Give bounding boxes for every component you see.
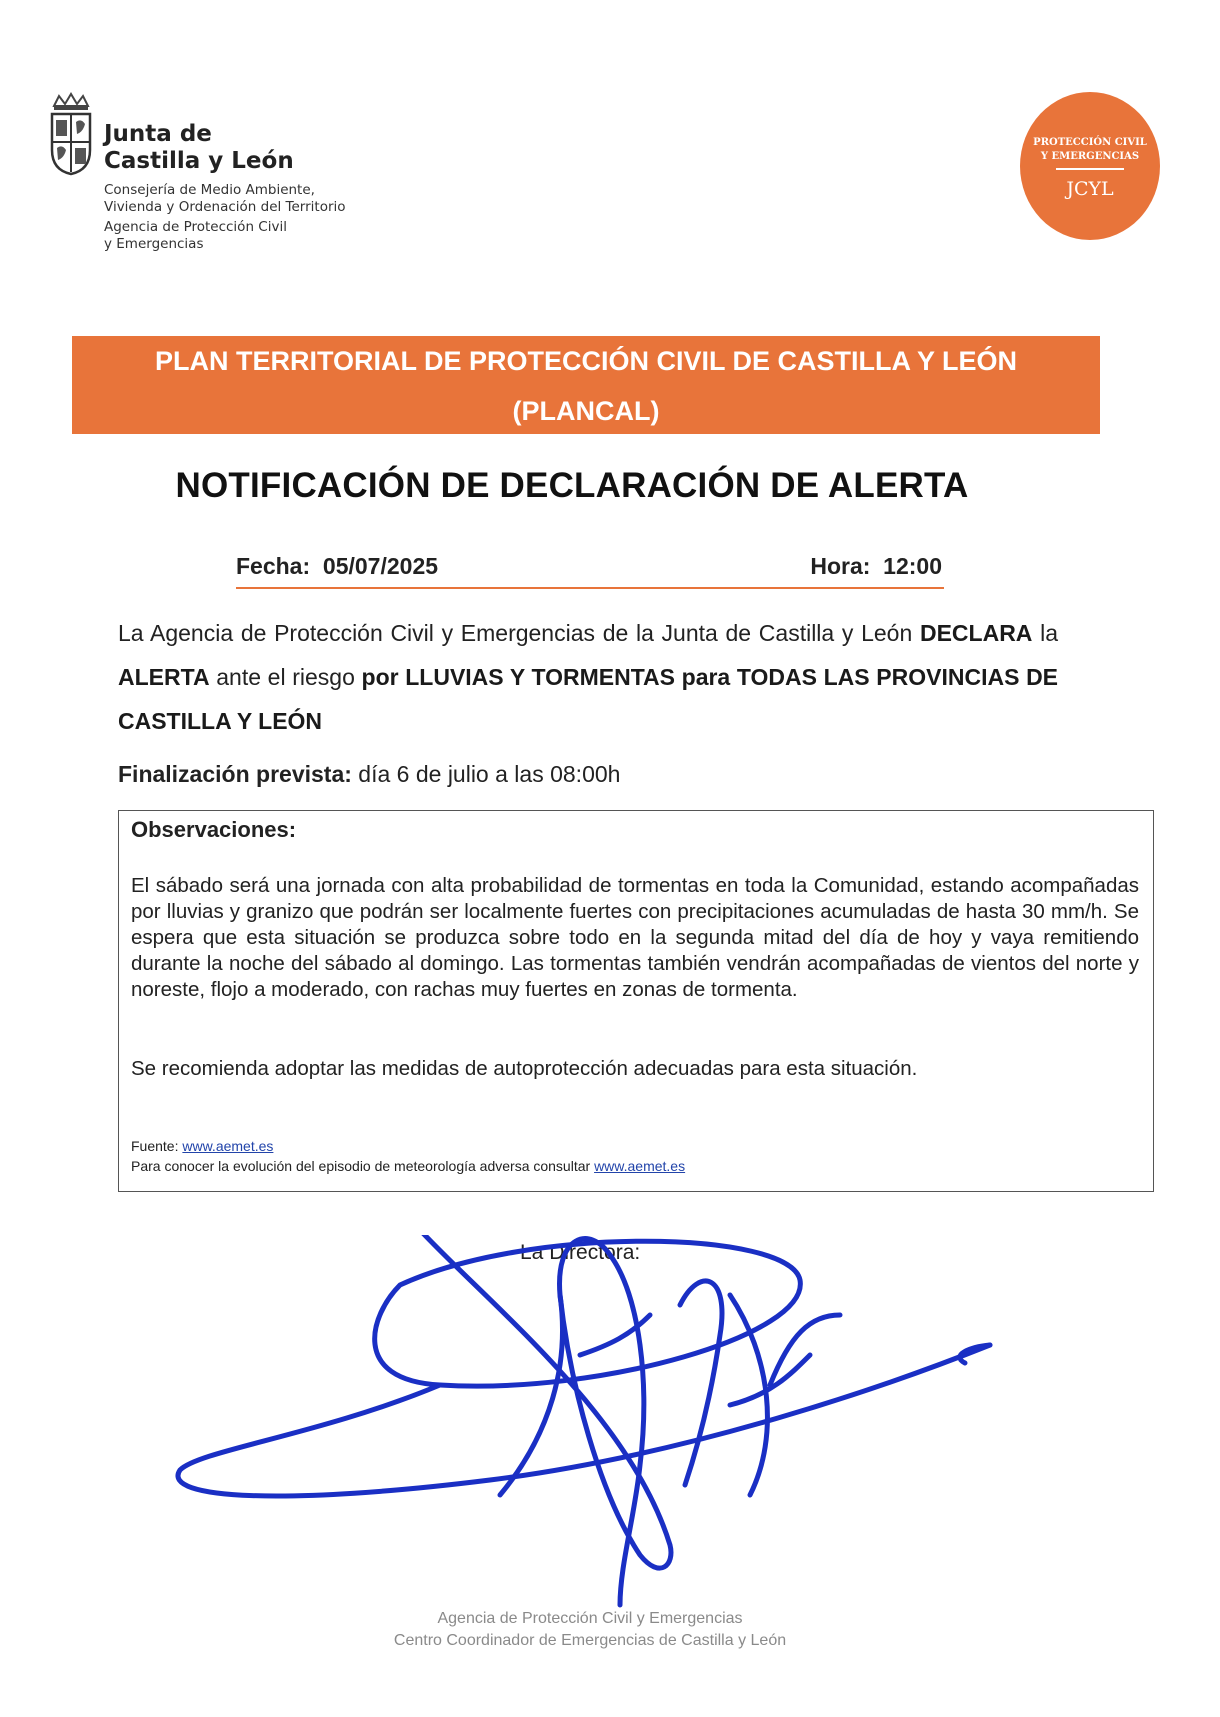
- evolution-line: [131, 1156, 685, 1176]
- footer: [300, 1608, 880, 1652]
- organization-department: [104, 182, 346, 253]
- agency-line1: Agencia de Protección Civil: [104, 219, 287, 235]
- observations-box: [118, 810, 1154, 1192]
- observations-recommendation: Se recomienda adoptar las medidas de autoprotección adecuadas para esta situación.: [131, 1057, 918, 1080]
- plan-title: PLAN TERRITORIAL DE PROTECCIÓN CIVIL DE CASTILLA Y LEÓN: [154, 346, 1018, 376]
- dept-line2: Vivienda y Ordenación del Territorio: [104, 199, 346, 215]
- source-line: [131, 1136, 685, 1156]
- org-name-line1: Junta de: [104, 121, 212, 147]
- plan-banner: [72, 336, 1100, 434]
- end-forecast-label: Finalización prevista:: [118, 761, 352, 787]
- org-name-line2: Castilla y León: [104, 148, 294, 174]
- ante-text: ante el riesgo: [216, 664, 355, 690]
- declaration-paragraph: [118, 611, 1058, 743]
- alerta-word: ALERTA: [118, 664, 210, 690]
- time-label: Hora:: [810, 553, 871, 579]
- logo-top-line2: Y EMERGENCIAS: [1040, 151, 1140, 162]
- end-forecast: [118, 761, 620, 788]
- logo-top-line1: PROTECCIÓN CIVIL: [1033, 137, 1147, 148]
- evolution-text: Para conocer la evolución del episodio de meteorología adversa consultar: [131, 1158, 591, 1174]
- agency-line2: y Emergencias: [104, 236, 204, 252]
- observations-title: Observaciones:: [131, 817, 297, 842]
- dept-line1: Consejería de Medio Ambiente,: [104, 182, 315, 198]
- coat-of-arms-icon: [46, 92, 96, 176]
- evolution-link[interactable]: www.aemet.es: [594, 1158, 686, 1174]
- declaration-intro: La Agencia de Protección Civil y Emergencias de la Junta de Castilla y León: [118, 620, 913, 646]
- date-field: [236, 553, 438, 580]
- declara-word: DECLARA: [919, 620, 1033, 646]
- date-time-line: [236, 553, 944, 589]
- footer-line1: Agencia de Protección Civil y Emergencias: [437, 1610, 743, 1627]
- logo-bottom-text: JCYL: [1066, 178, 1114, 200]
- plan-acronym: (PLANCAL): [512, 396, 660, 426]
- director-label: La Directora:: [520, 1241, 641, 1264]
- footer-line2: Centro Coordinador de Emergencias de Castilla y León: [393, 1632, 787, 1649]
- jcyl-civil-protection-logo: [1020, 92, 1160, 240]
- organization-name: [104, 121, 294, 175]
- handwritten-signature: [170, 1235, 1110, 1615]
- logo-top-text: [1020, 136, 1160, 164]
- end-forecast-value: día 6 de julio a las 08:00h: [358, 761, 621, 787]
- risk-text: por LLUVIAS Y TORMENTAS para TODAS LAS PROVINCIAS DE CASTILLA Y LEÓN: [118, 664, 1059, 734]
- time-field: [810, 553, 942, 580]
- la-word: la: [1040, 620, 1059, 646]
- observations-text: El sábado será una jornada con alta probabilidad de tormentas en toda la Comunidad, estando acompañadas por lluvias y granizo que podrán ser localmente fuertes con precipitaciones acumuladas de hasta 30 mm/h. Se espera que esta situación se produzca sobre todo en la segunda mitad del día de hoy y vaya remitiendo durante la noche del sábado al domingo. Las tormentas también vendrán acompañadas de vientos del norte y noreste, flojo a moderado, con rachas muy fuertes en zonas de tormenta.: [131, 874, 1139, 1001]
- observations-sources: [131, 1136, 685, 1176]
- source-label: Fuente:: [131, 1138, 179, 1154]
- date-value: 05/07/2025: [322, 553, 439, 579]
- date-label: Fecha:: [236, 553, 311, 579]
- time-value: 12:00: [883, 553, 942, 579]
- document-title: NOTIFICACIÓN DE DECLARACIÓN DE ALERTA: [175, 466, 969, 505]
- logo-divider: [1056, 168, 1124, 170]
- source-link[interactable]: www.aemet.es: [182, 1138, 274, 1154]
